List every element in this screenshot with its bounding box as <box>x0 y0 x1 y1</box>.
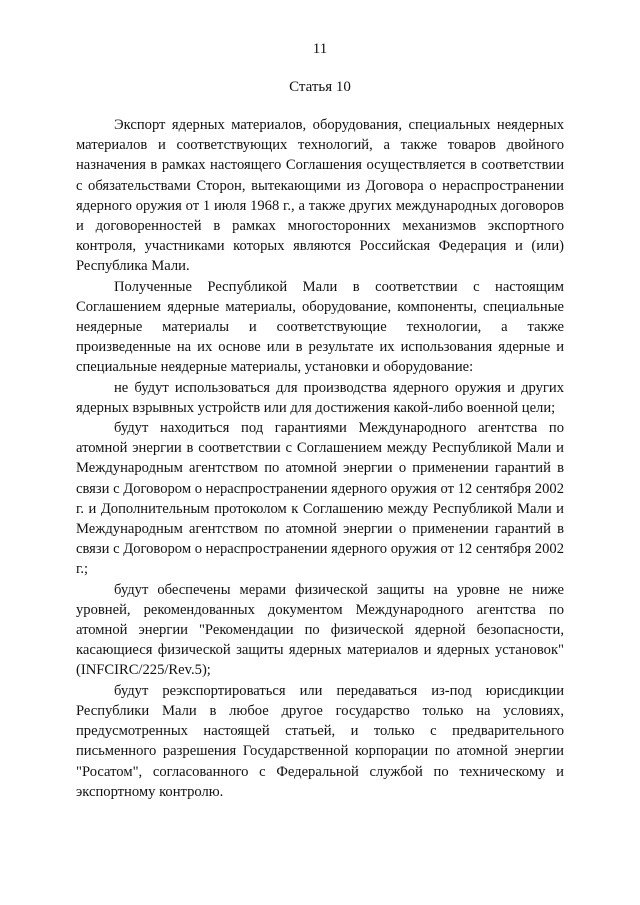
article-title: Статья 10 <box>289 79 351 95</box>
paragraph-export-obligations: Экспорт ядерных материалов, оборудования, специальных неядерных материалов и соответствующих технологий, а также товаров двойного назначения в рамках настоящего Соглашения осуществляется в соответствии с обязательствами Сторон, вытекающими из Договора о нераспространении ядерного оружия от 1 июля 1968 г., а также других международных договоров и договоренностей в рамках многосторонних механизмов экспортного контроля, участниками которых являются Российская Федерация и (или) Республика Мали. <box>76 117 564 275</box>
article-body <box>76 115 564 802</box>
paragraph-no-weapons-use: не будут использоваться для производства ядерного оружия и других ядерных взрывных устройств или для достижения какой-либо военной цели; <box>76 379 564 416</box>
paragraph-iaea-safeguards: будут находиться под гарантиями Международного агентства по атомной энергии в соответствии с Соглашением между Республикой Мали и Международным агентством по атомной энергии о применении гарантий в связи с Договором о нераспространении ядерного оружия от 12 сентября 2002 г. и Дополнительным протоколом к Соглашению между Республикой Мали и Международным агентством по атомной энергии о применении гарантий в связи с Договором о нераспространении ядерного оружия от 12 сентября 2002 г.; <box>76 420 564 578</box>
page-number: 11 <box>312 41 328 57</box>
paragraph-received-materials: Полученные Республикой Мали в соответствии с настоящим Соглашением ядерные материалы, оборудование, компоненты, специальные неядерные материалы и соответствующие технологии, а также произведенные на их основе или в результате их использования ядерные и специальные неядерные материалы, установки и оборудование: <box>76 278 564 376</box>
paragraph-physical-protection: будут обеспечены мерами физической защиты на уровне не ниже уровней, рекомендованных документом Международного агентства по атомной энергии "Рекомендации по физической ядерной безопасности, касающиеся физической защиты ядерных материалов и ядерных установок" (INFCIRC/225/Rev.5); <box>76 581 564 679</box>
paragraph-reexport-conditions: будут реэкспортироваться или передаваться из-под юрисдикции Республики Мали в любое другое государство только на условиях, предусмотренных настоящей статьей, и только с предварительного письменного разрешения Государственной корпорации по атомной энергии "Росатом", согласованного с Федеральной службой по техническому и экспортному контролю. <box>76 682 564 800</box>
